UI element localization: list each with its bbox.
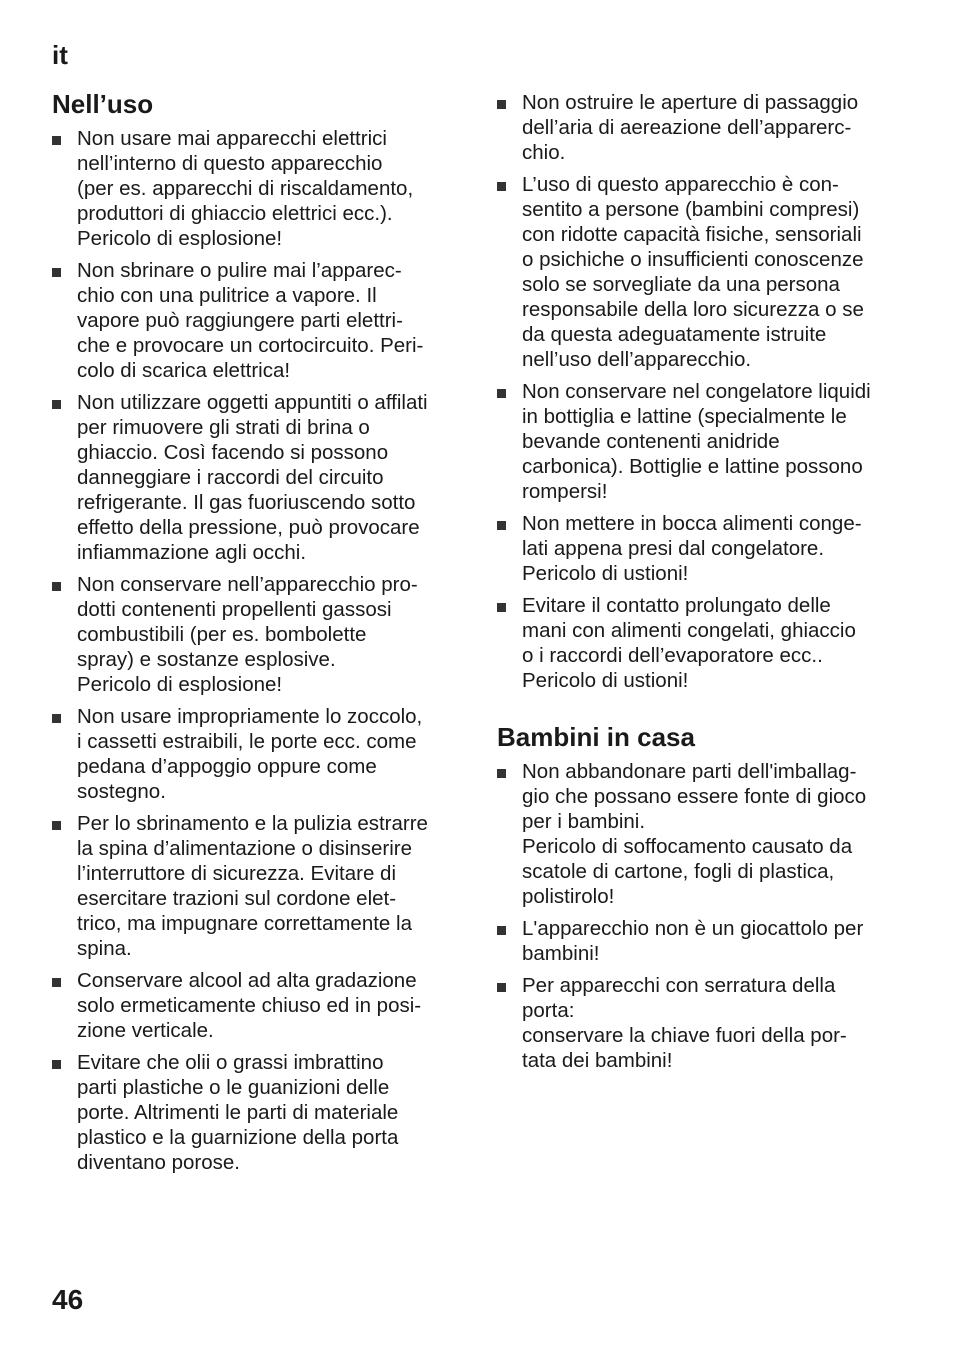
list-item: Evitare il contatto prolungato delle mani con alimenti congelati, ghiaccio o i raccordi dell’evaporatore ecc.. Pericolo di ustioni!	[497, 593, 907, 693]
list-item: Conservare alcool ad alta gradazione solo ermeticamente chiuso ed in posi- zione verticale.	[52, 968, 462, 1043]
square-bullet-icon	[497, 769, 506, 778]
square-bullet-icon	[52, 400, 61, 409]
list-item: Per apparecchi con serratura della porta: conservare la chiave fuori della por- tata dei bambini!	[497, 973, 907, 1073]
list-item: Non conservare nel congelatore liquidi in bottiglia e lattine (specialmente le bevande contenenti anidride carbonica). Bottiglie e lattine possono rompersi!	[497, 379, 907, 504]
square-bullet-icon	[497, 521, 506, 530]
square-bullet-icon	[52, 978, 61, 987]
list-item: Non usare impropriamente lo zoccolo, i cassetti estraibili, le porte ecc. come pedana d’appoggio oppure come sostegno.	[52, 704, 462, 804]
square-bullet-icon	[52, 714, 61, 723]
list-item: Non sbrinare o pulire mai l’apparec- chio con una pulitrice a vapore. Il vapore può raggiungere parti elettri- che e provocare un cortocircuito. Peri- colo di scarica elettrica!	[52, 258, 462, 383]
left-column	[52, 88, 462, 1182]
list-item: Non mettere in bocca alimenti conge- lati appena presi dal congelatore. Pericolo di ustioni!	[497, 511, 907, 586]
list-item: L'apparecchio non è un giocattolo per bambini!	[497, 916, 907, 966]
square-bullet-icon	[497, 926, 506, 935]
square-bullet-icon	[497, 100, 506, 109]
square-bullet-icon	[497, 983, 506, 992]
use-list-continued	[497, 90, 907, 693]
square-bullet-icon	[52, 136, 61, 145]
language-code: it	[52, 40, 68, 70]
square-bullet-icon	[497, 603, 506, 612]
square-bullet-icon	[52, 268, 61, 277]
square-bullet-icon	[497, 389, 506, 398]
square-bullet-icon	[497, 182, 506, 191]
use-list	[52, 126, 462, 1175]
list-item: Non conservare nell’apparecchio pro- dotti contenenti propellenti gassosi combustibili (per es. bombolette spray) e sostanze esplosive. Pericolo di esplosione!	[52, 572, 462, 697]
list-item: Non utilizzare oggetti appuntiti o affilati per rimuovere gli strati di brina o ghiaccio. Così facendo si possono danneggiare i raccordi del circuito refrigerante. Il gas fuoriuscendo sotto effetto della pressione, può provocare infiammazione agli occhi.	[52, 390, 462, 565]
list-item: Non ostruire le aperture di passaggio dell’aria di aereazione dell’apparerc- chio.	[497, 90, 907, 165]
list-item: L’uso di questo apparecchio è con- sentito a persone (bambini compresi) con ridotte capacità fisiche, sensoriali o psichiche o insufficienti conoscenze solo se sorvegliate da una persona responsabile della loro sicurezza o se da questa adeguatamente istruite nell’uso dell’apparecchio.	[497, 172, 907, 372]
list-item: Non abbandonare parti dell'imballag- gio che possano essere fonte di gioco per i bambini. Pericolo di soffocamento causato da scatole di cartone, fogli di plastica, polistirolo!	[497, 759, 907, 909]
square-bullet-icon	[52, 1060, 61, 1069]
list-item: Non usare mai apparecchi elettrici nell’interno di questo apparecchio (per es. apparecchi di riscaldamento, produttori di ghiaccio elettrici ecc.). Pericolo di esplosione!	[52, 126, 462, 251]
square-bullet-icon	[52, 582, 61, 591]
page-number: 46	[52, 1284, 84, 1315]
square-bullet-icon	[52, 821, 61, 830]
list-item: Per lo sbrinamento e la pulizia estrarre la spina d’alimentazione o disinserire l’interruttore di sicurezza. Evitare di esercitare trazioni sul cordone elet- trico, ma impugnare correttamente la spina.	[52, 811, 462, 961]
section-title-use: Nell’uso	[52, 89, 154, 119]
children-list	[497, 759, 907, 1073]
right-column	[497, 90, 907, 1080]
list-item: Evitare che olii o grassi imbrattino parti plastiche o le guanizioni delle porte. Altrimenti le parti di materiale plastico e la guarnizione della porta diventano porose.	[52, 1050, 462, 1175]
section-title-children: Bambini in casa	[497, 722, 695, 752]
